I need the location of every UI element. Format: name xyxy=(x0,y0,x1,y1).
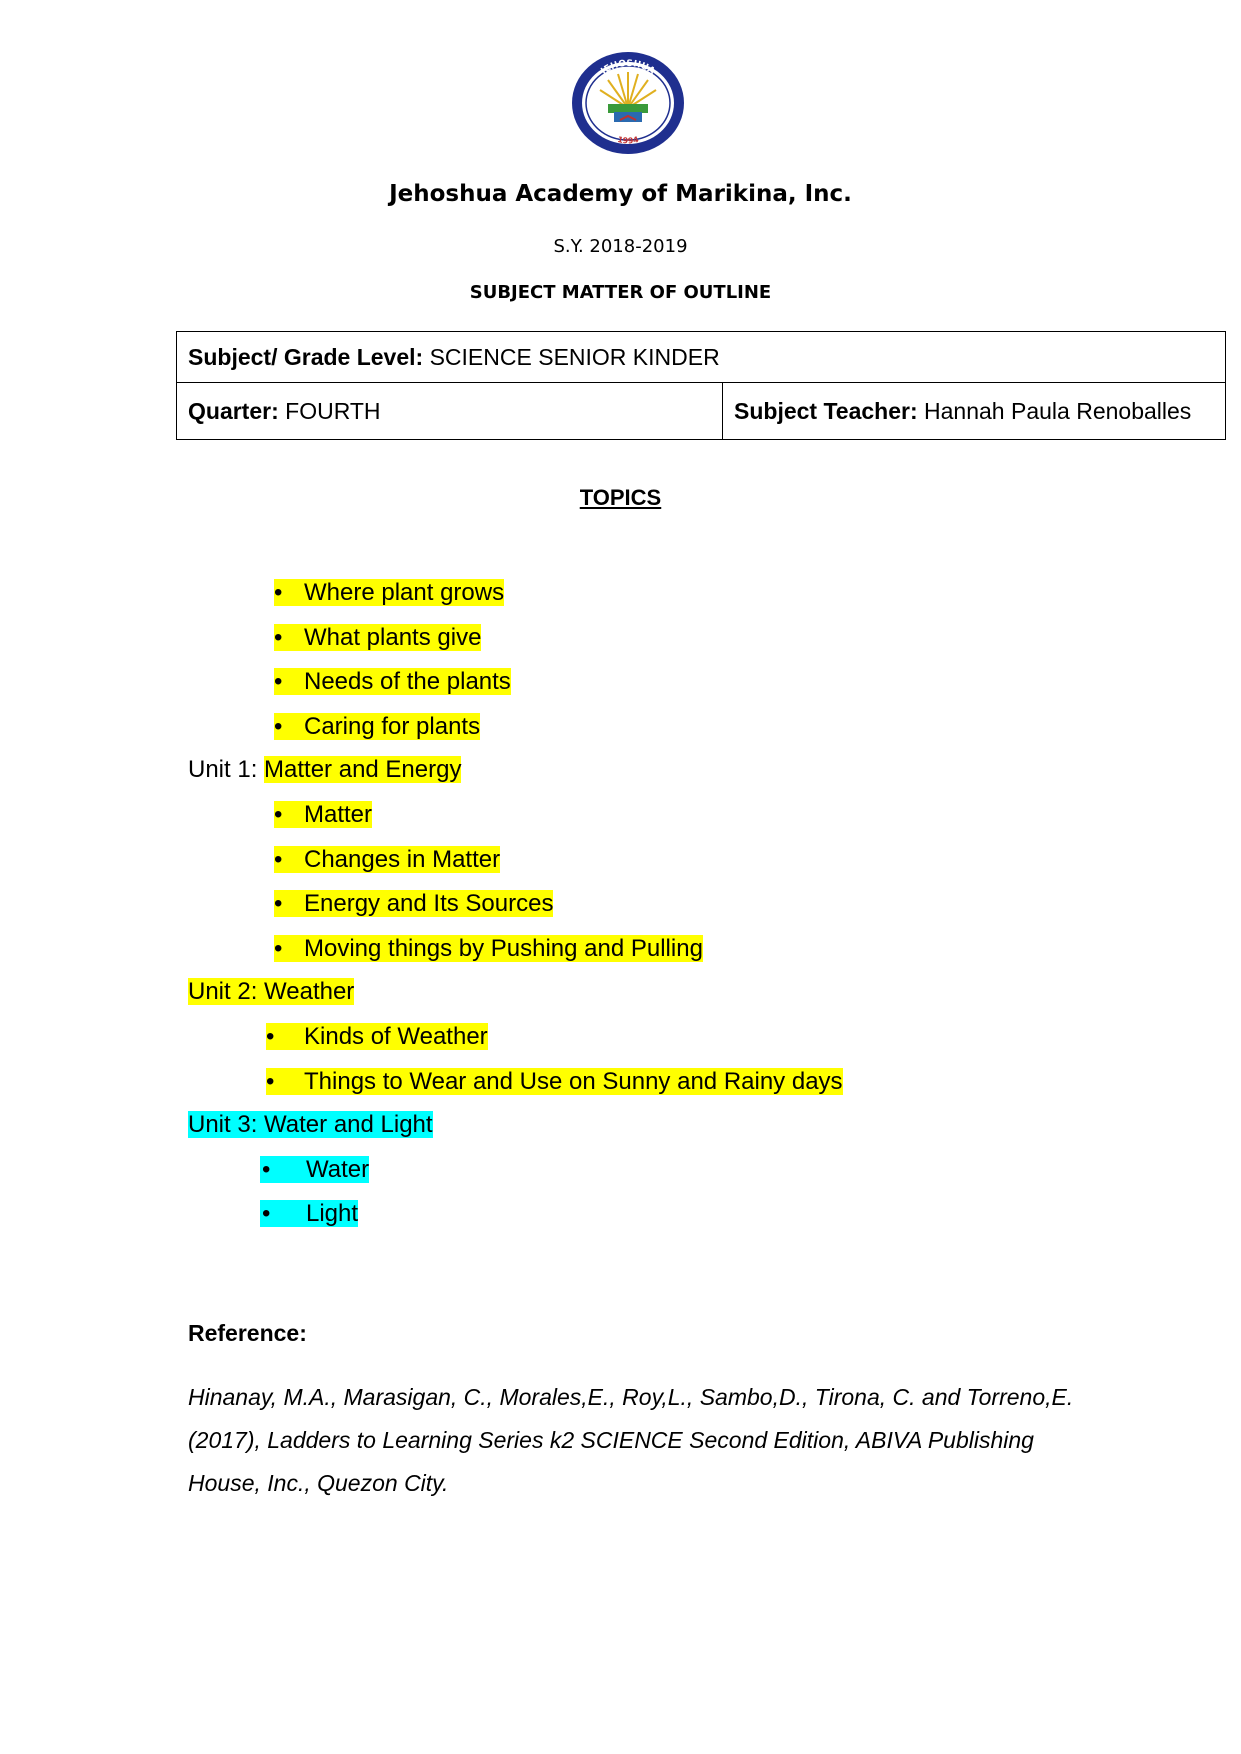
school-name: Jehoshua Academy of Marikina, Inc. xyxy=(389,181,852,207)
subject-label: Subject/ Grade Level: xyxy=(188,343,424,370)
list-item: • Caring for plants xyxy=(274,713,481,740)
list-item: • Energy and Its Sources xyxy=(274,890,554,917)
list-item: • Needs of the plants xyxy=(274,668,511,695)
list-item: • Moving things by Pushing and Pulling xyxy=(274,935,703,962)
document-title: SUBJECT MATTER OF OUTLINE xyxy=(469,282,772,303)
subject-cell xyxy=(177,332,1226,383)
subject-value: SCIENCE SENIOR KINDER xyxy=(429,343,720,370)
unit-1-heading: Unit 1: Matter and Energy xyxy=(188,756,462,783)
reference-text: Hinanay, M.A., Marasigan, C., Morales,E., Roy,L., Sambo,D., Tirona, C. and Torreno,E.(2017), Ladders to Learning Series k2 SCIENCE Second Edition, ABIVA Publishing House, Inc., Quezon City. xyxy=(188,1384,1074,1496)
subject-row xyxy=(177,332,1226,383)
svg-text:JEHOSHUA: JEHOSHUA xyxy=(599,58,657,77)
quarter-cell xyxy=(177,383,723,440)
unit-3-heading: Unit 3: Water and Light xyxy=(188,1111,433,1138)
list-item: • Things to Wear and Use on Sunny and Rainy days xyxy=(266,1068,843,1095)
teacher-value: Hannah Paula Renoballes xyxy=(924,397,1192,424)
list-item: • Where plant grows xyxy=(274,579,505,606)
info-table xyxy=(176,331,1226,440)
quarter-teacher-row xyxy=(177,383,1226,440)
list-item: • Water xyxy=(262,1156,370,1183)
teacher-label: Subject Teacher: xyxy=(734,397,918,424)
teacher-cell xyxy=(723,383,1226,440)
topics-heading: TOPICS xyxy=(579,485,662,510)
list-item: • Light xyxy=(262,1200,359,1227)
unit-2-heading: Unit 2: Weather xyxy=(188,978,355,1005)
list-item: • What plants give xyxy=(274,624,482,651)
school-year: S.Y. 2018-2019 xyxy=(553,236,688,257)
list-item: • Changes in Matter xyxy=(274,846,501,873)
list-item: • Matter xyxy=(274,801,373,828)
list-item: • Kinds of Weather xyxy=(266,1023,488,1050)
quarter-label: Quarter: xyxy=(188,397,279,424)
school-seal-logo xyxy=(570,50,686,156)
reference-heading: Reference: xyxy=(188,1320,307,1346)
svg-text:1994: 1994 xyxy=(616,134,640,146)
quarter-value: FOURTH xyxy=(285,397,381,424)
